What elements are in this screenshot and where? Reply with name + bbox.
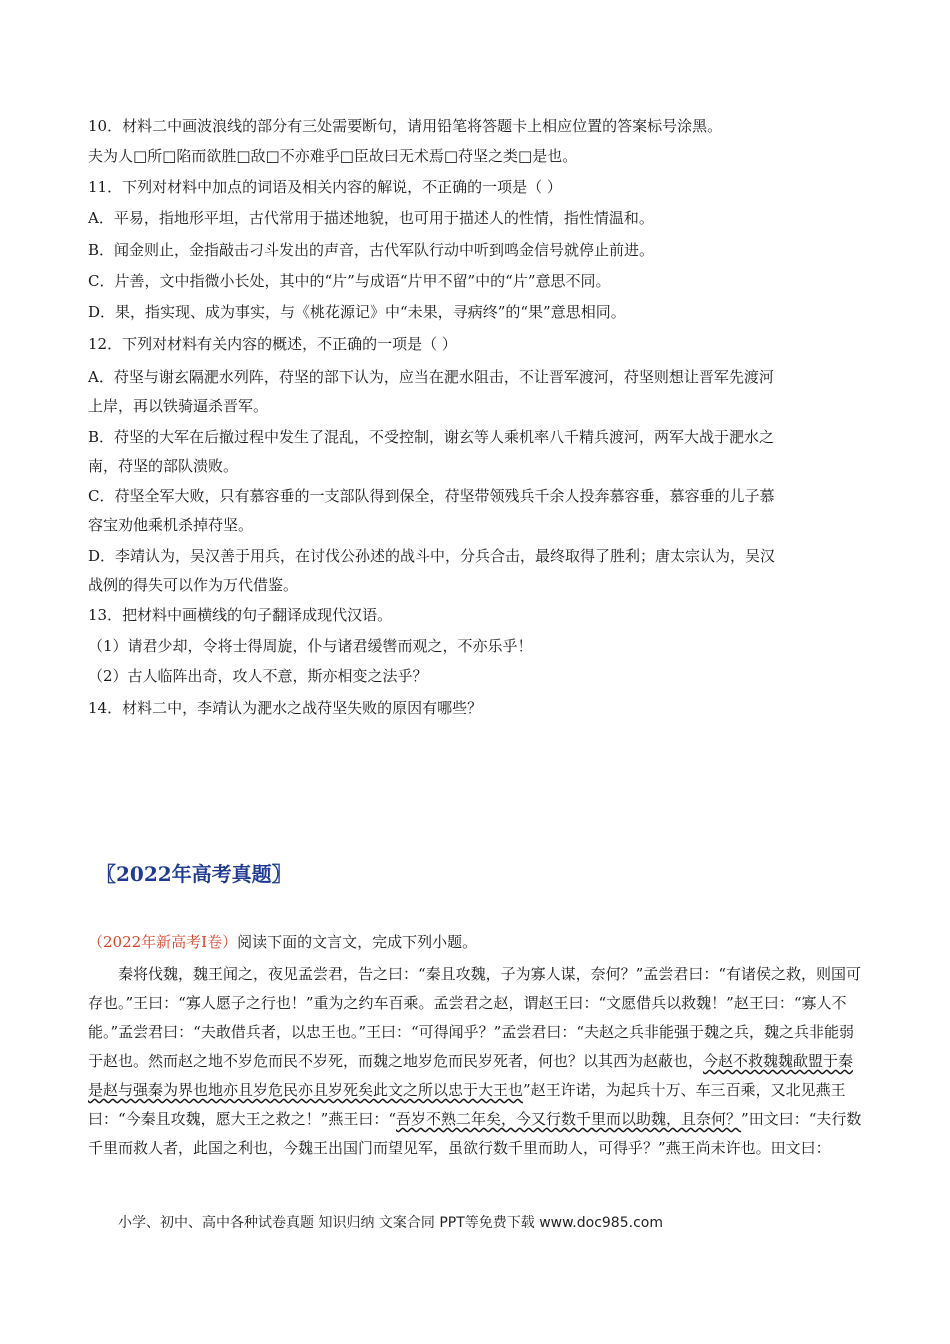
question-12-option-c-cont: 容宝劝他乘机杀掉苻坚。: [88, 516, 254, 534]
question-12-option-d-cont: 战例的得失可以作为万代借鉴。: [88, 576, 299, 594]
question-11-option-c: C．片善，文中指微小长处，其中的“片”与成语“片甲不留”中的“片”意思不同。: [88, 272, 611, 290]
passage-paragraph: [88, 960, 868, 1163]
question-13-item-1: （1）请君少却，令将士得周旋，仆与诸君缓辔而观之，不亦乐乎！: [88, 637, 533, 655]
question-11: 11．下列对材料中加点的词语及相关内容的解说，不正确的一项是（ ）: [88, 178, 562, 196]
question-11-option-d: D．果，指实现、成为事实，与《桃花源记》中“未果，寻病终”的“果”意思相同。: [88, 303, 626, 321]
question-10: 10．材料二中画波浪线的部分有三处需要断句，请用铅笔将答题卡上相应位置的答案标号涂黑。: [88, 117, 723, 135]
question-11-option-b: B．闻金则止，金指敲击刁斗发出的声音，古代军队行动中听到鸣金信号就停止前进。: [88, 241, 655, 259]
question-12-option-a: A．苻坚与谢玄隔淝水列阵，苻坚的部下认为，应当在淝水阻击，不让晋军渡河，苻坚则想让晋军先渡河: [88, 368, 774, 386]
section-title: 〖2022年高考真题〗: [96, 862, 292, 886]
question-12-option-d: D．李靖认为，吴汉善于用兵，在讨伐公孙述的战斗中，分兵合击，最终取得了胜利；唐太宗认为，吴汉: [88, 547, 776, 565]
question-12-option-b-cont: 南，苻坚的部队溃败。: [88, 457, 239, 475]
passage-text-2: ”赵王许诺，为起兵十万、车三百乘，又北见燕王曰：“今秦且攻魏，愿大王之救之！”燕王曰：“: [88, 1081, 846, 1128]
question-12: 12．下列对材料有关内容的概述，不正确的一项是（ ）: [88, 335, 457, 353]
classical-passage: [88, 960, 868, 1163]
source-line: [88, 932, 868, 952]
passage-text-1: 秦将伐魏，魏王闻之，夜见孟尝君，告之曰：“秦且攻魏，子为寡人谋，奈何？”孟尝君曰：“有诸侯之救，则国可存也。”王曰：“寡人愿子之行也！”重为之约车百乘。孟尝君之赵，谓赵王曰：“文愿借兵以救魏！”赵王曰：“寡人不能。”孟尝君曰：“夫敢借兵者，以忠王也。”王曰：“可得闻乎？”孟尝君曰：“夫赵之兵非能强于魏之兵，魏之兵非能弱于赵也。然而赵之地不岁危而民不岁死，而魏之地岁危而民岁死者，何也？以其西为赵蔽也，: [88, 965, 862, 1070]
question-12-option-a-cont: 上岸，再以铁骑逼杀晋军。: [88, 397, 269, 415]
question-13-item-2: （2）古人临阵出奇，攻人不意，斯亦相变之法乎？: [88, 667, 428, 685]
question-10-sentence: 夫为人□所□陷而欲胜□敌□不亦难乎□臣故曰无术焉□苻坚之类□是也。: [88, 147, 578, 165]
question-12-option-b: B．苻坚的大军在后撤过程中发生了混乱，不受控制，谢玄等人乘机率八千精兵渡河，两军大战于淝水之: [88, 428, 775, 446]
passage-wavy-underline-1: 今赵不救魏魏歃盟于秦是赵与强秦为界也地亦且岁危民亦且岁死矣此文之所以忠于大王也: [88, 1052, 854, 1099]
question-12-option-c: C．苻坚全军大败，只有慕容垂的一支部队得到保全，苻坚带领残兵千余人投奔慕容垂，慕容垂的儿子慕: [88, 487, 775, 505]
question-13: 13．把材料中画横线的句子翻译成现代汉语。: [88, 606, 393, 624]
passage-wavy-underline-2: 吾岁不熟二年矣，今又行数千里而以助魏，且奈何？: [396, 1110, 742, 1128]
question-14: 14．材料二中，李靖认为淝水之战苻坚失败的原因有哪些？: [88, 699, 483, 717]
passage-text-3: ”田文曰：“夫行数千里而救人者，此国之利也，今魏王出国门而望见军，虽欲行数千里而助人，可得乎？”燕王尚未许也。田文曰：: [88, 1110, 862, 1157]
footer-note: 小学、初中、高中各种试卷真题 知识归纳 文案合同 PPT等免费下载 www.doc985.com: [118, 1215, 663, 1231]
source-instruction: 阅读下面的文言文，完成下列小题。: [237, 933, 478, 951]
source-label: （2022年新高考Ⅰ卷）: [88, 933, 238, 951]
question-11-option-a: A．平易，指地形平坦，古代常用于描述地貌，也可用于描述人的性情，指性情温和。: [88, 209, 654, 227]
